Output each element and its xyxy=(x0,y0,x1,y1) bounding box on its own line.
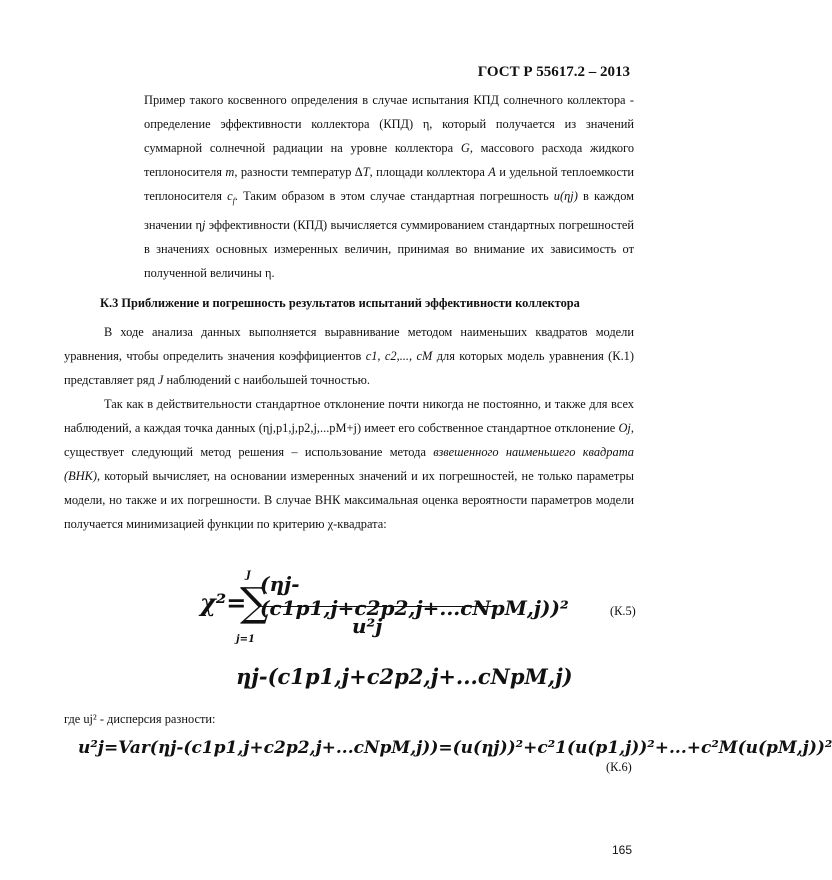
paragraph-indirect-example: Пример такого косвенного определения в случае испытания КПД солнечного коллектора - определение эффективности коллектора (КПД) η, который получается из значений суммарной солнечной радиации на уровне коллектора G, массового расхода жидкого теплоносителя m, разности температур ΔT, площади коллектора A и удельной теплоемкости теплоносителя $c_f$. Таким образом в этом случае стандартная погрешность u(ηj) в каждом значении ηj эффективности (КПД) вычисляется суммированием стандартных погрешностей в значениях основных измеренных величин, принимая во внимание их зависимость от полученной величины η. xyxy=(144,93,635,281)
fraction-denominator: u²j xyxy=(352,614,383,638)
equation-k5 xyxy=(200,558,569,654)
equation-number-k6: (К.6) xyxy=(606,760,632,774)
chi-square-lhs: χ²= xyxy=(200,588,247,617)
sum-lower-limit: j=1 xyxy=(236,634,255,645)
sum-upper-limit: J xyxy=(246,570,251,581)
sum-symbol: ∑ xyxy=(240,580,269,626)
where-clause: где uj² - дисперсия разности: xyxy=(64,712,216,726)
fraction-numerator: (ηj-(c1p1,j+c2p2,j+...cNpM,j))² xyxy=(260,572,569,620)
section-heading: К.3 Приближение и погрешность результатов испытаний эффективности коллектора xyxy=(100,296,580,310)
page-number: 165 xyxy=(612,843,633,857)
equation-number-k5: (К.5) xyxy=(610,604,636,618)
standard-number: ГОСТ Р 55617.2 – 2013 xyxy=(477,64,630,80)
paragraph-weighted-method: Так как в действительности стандартное отклонение почти никогда не постоянно, и также для всех наблюдений, а каждая точка данных (ηj,p1,j,p2,j,...pM+j) имеет его собственное стандартное отклонение Oj, существует следующий метод решения – использование метода взвешенного наименьшего квадрата (ВНК), который вычисляет, на основании измеренных значений и их погрешностей, не только параметры модели, но также и их погрешности. В случае ВНК максимальная оценка вероятности параметров модели получается минимизацией функции по критерию χ-квадрата: xyxy=(64,397,634,531)
equation-residual-term: ηj-(c1p1,j+c2p2,j+...cNpM,j) xyxy=(236,664,573,689)
paragraph-least-squares: В ходе анализа данных выполняется выравнивание методом наименьших квадратов модели уравнения, чтобы определить значения коэффициентов c1, c2,..., cM для которых модель уравнения (К.1) представляет ряд J наблюдений с наибольшей точностью. xyxy=(64,325,634,387)
equation-k6: u²j=Var(ηj-(c1p1,j+c2p2,j+...cNpM,j))=(u(ηj))²+c²1(u(p1,j))²+...+c²M(u(pM,j))² xyxy=(78,738,832,758)
fraction-bar xyxy=(260,606,496,607)
